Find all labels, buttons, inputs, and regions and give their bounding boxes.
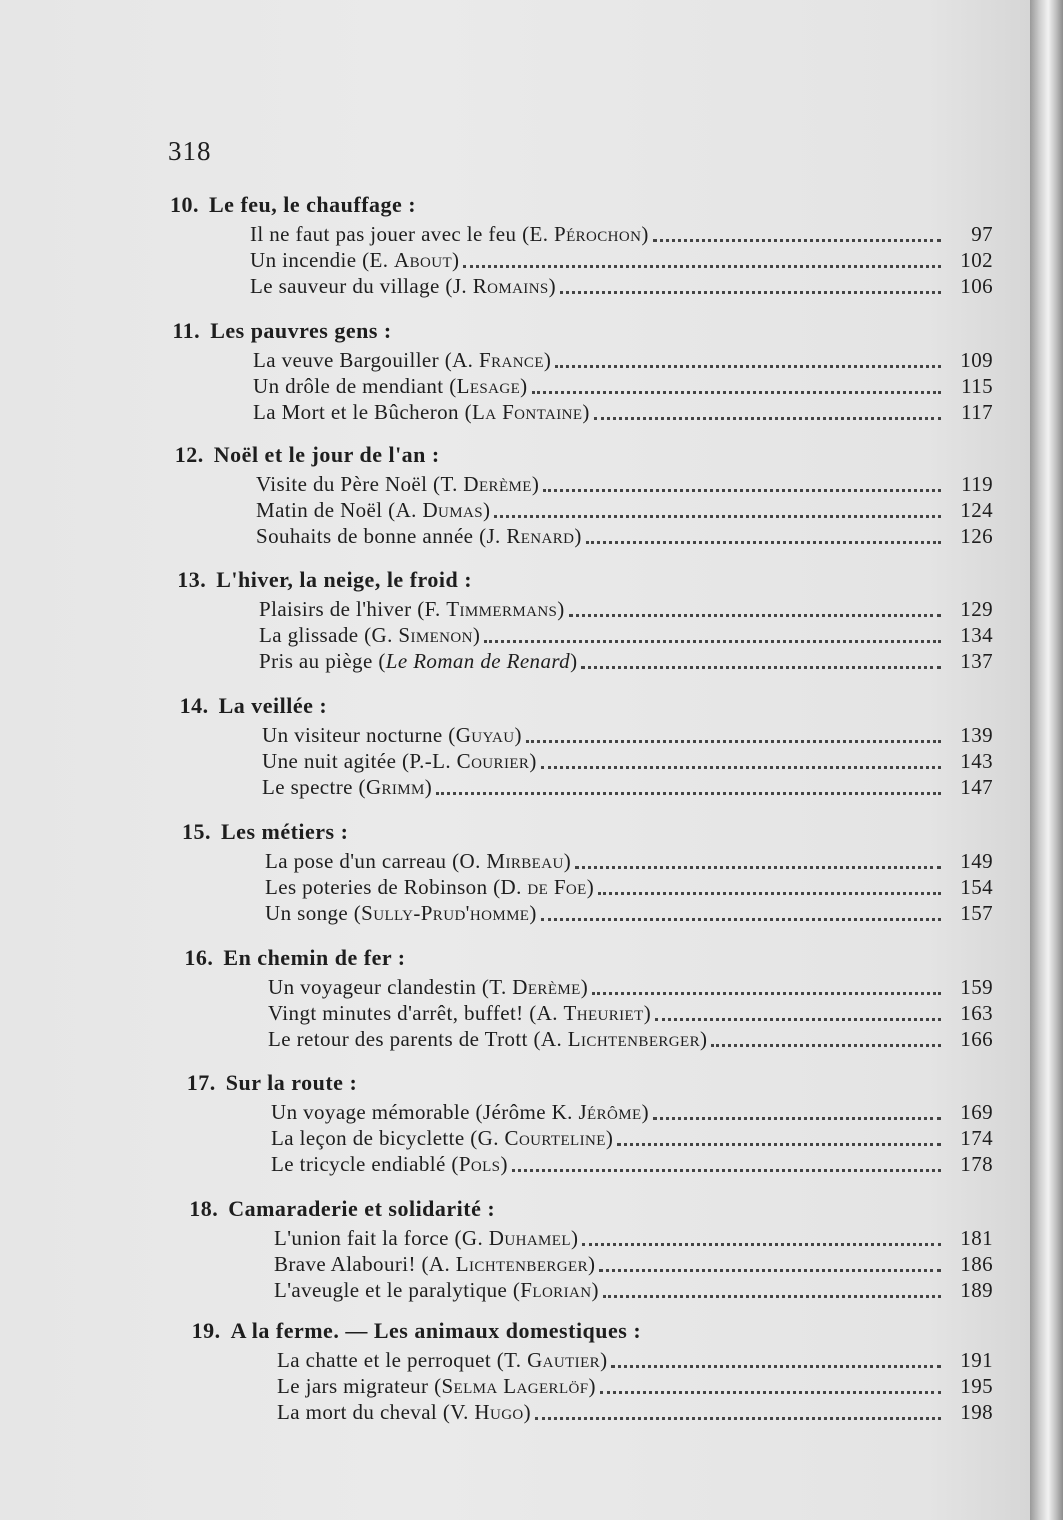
entry-title: Matin de Noël [256,498,383,522]
toc-entry [262,749,993,774]
dot-leader [436,791,941,795]
entry-page-number: 186 [960,1252,993,1276]
author-suffix: ) [700,1027,708,1051]
author-suffix: ) [574,524,582,548]
author-suffix: ) [529,901,537,925]
entry-page-number: 191 [960,1348,993,1372]
toc-entry [277,1374,993,1399]
toc-entry [256,524,993,549]
section-title: Noël et le jour de l'an : [213,442,440,467]
dot-leader [526,739,941,743]
entry-page-number: 169 [960,1100,993,1124]
section-heading [187,1070,357,1096]
dot-leader [541,917,941,921]
author-suffix: ) [605,1126,614,1150]
author-suffix: ) [543,348,552,372]
section-title: Le feu, le chauffage : [209,192,417,217]
section-number: 18. [189,1196,219,1221]
author-name: Lichtenberger [455,1252,588,1276]
entry-page-number: 134 [960,623,993,647]
author-name: Dumas [422,498,483,522]
entry-page-number: 163 [960,1001,993,1025]
entry-title: Brave Alabouri! [274,1252,416,1276]
author-prefix: (D. [493,875,528,899]
author-name: Romains [472,274,549,298]
author-prefix: (G. [454,1226,489,1250]
toc-entry [274,1278,993,1303]
dot-leader [653,238,941,242]
entry-author [470,1126,613,1151]
author-prefix: ( [434,1374,442,1398]
author-prefix: ( [353,901,362,925]
entry-title: La veuve Bargouiller [253,348,440,372]
entry-title: Souhaits de bonne année [256,524,474,548]
entry-title: Un songe [265,901,349,925]
entry-title: La pose d'un carreau [265,849,447,873]
toc-entry [259,597,993,622]
section-heading [175,442,440,468]
author-name: Pérochon [554,222,642,246]
entry-title: La Mort et le Bûcheron [253,400,459,424]
author-suffix: ) [452,248,460,272]
toc-entry [271,1126,993,1151]
author-suffix: ) [641,222,649,246]
author-name: France [478,348,544,372]
author-name: Guyau [455,723,515,747]
author-name: La Fontaine [471,400,583,424]
entry-page-number: 189 [960,1278,993,1302]
toc-entry [265,849,993,874]
entry-title: Le sauveur du village [250,274,440,298]
entry-author [388,498,490,523]
author-suffix: ) [531,472,540,496]
author-prefix: (G. [364,623,399,647]
toc-entry [268,975,993,1000]
section-number: 19. [191,1318,221,1343]
dot-leader [592,991,941,995]
entry-author [378,649,577,674]
entry-author [445,274,556,299]
section-number: 12. [174,442,204,467]
entry-page-number: 166 [960,1027,993,1051]
author-prefix: (E. [522,222,554,246]
entry-title: La glissade [259,623,359,647]
author-prefix: ( [451,1152,459,1176]
entry-title: Pris au piège [259,649,373,673]
entry-author [529,1001,651,1026]
author-suffix: ) [582,400,590,424]
dot-leader [599,1268,941,1272]
toc-entry [268,1027,993,1052]
section-title: L'hiver, la neige, le froid : [216,567,473,592]
author-name: Duhamel [488,1226,571,1250]
entry-page-number: 117 [961,400,993,424]
toc-entry [256,472,993,497]
author-suffix: ) [641,1100,649,1124]
author-name: Hugo [474,1400,524,1424]
dot-leader [594,416,941,420]
entry-author [354,901,537,926]
author-prefix: (A. [533,1027,568,1051]
author-prefix: ( [512,1278,521,1302]
author-prefix: (A. [388,498,423,522]
toc-entry [250,248,993,273]
author-suffix: ) [563,849,572,873]
section-heading [177,567,472,593]
author-prefix: (A. [421,1252,456,1276]
toc-entry [253,374,993,399]
dot-leader [543,488,941,492]
author-name: Le Roman de Renard [385,649,571,673]
author-name: Theuriet [563,1001,644,1025]
toc-entry [274,1226,993,1251]
entry-page-number: 109 [960,348,993,372]
author-suffix: ) [570,649,578,673]
dot-leader [532,390,941,394]
entry-author [497,1348,608,1373]
entry-page-number: 139 [960,723,993,747]
entry-title: Il ne faut pas jouer avec le feu [250,222,517,246]
entry-author [422,1252,596,1277]
author-suffix: ) [643,1001,652,1025]
entry-page-number: 137 [960,649,993,673]
entry-title: Un visiteur nocturne [262,723,443,747]
entry-title: Un voyageur clandestin [268,975,477,999]
dot-leader [575,865,941,869]
author-prefix: (A. [444,348,479,372]
author-suffix: ) [600,1348,608,1372]
toc-entry [256,498,993,523]
entry-title: Vingt minutes d'arrêt, buffet! [268,1001,524,1025]
entry-page-number: 97 [971,222,993,246]
dot-leader [484,639,941,643]
entry-title: Visite du Père Noël [256,472,428,496]
entry-author [417,597,565,622]
entry-title: Une nuit agitée [262,749,397,773]
author-suffix: ) [500,1152,508,1176]
section-number: 17. [186,1070,216,1095]
entry-page-number: 102 [960,248,993,272]
entry-author [445,348,552,373]
entry-author [434,1374,596,1399]
author-prefix: (E. [362,248,395,272]
entry-author [449,374,527,399]
author-name: Derème [463,472,532,496]
toc-entry [262,775,993,800]
author-suffix: ) [514,723,522,747]
entry-author [402,749,537,774]
dot-leader [494,514,941,518]
author-prefix: (T. [481,975,513,999]
dot-leader [555,364,941,368]
entry-title: La mort du cheval [277,1400,438,1424]
entry-page-number: 106 [960,274,993,298]
section-number: 11. [172,318,201,343]
page-number: 318 [168,136,212,166]
author-name: de Foe [527,875,587,899]
entry-page-number: 178 [960,1152,993,1176]
toc-entry [262,723,993,748]
toc-entry [268,1001,993,1026]
entry-author [359,775,433,800]
dot-leader [617,1142,941,1146]
entry-title: Le spectre [262,775,353,799]
entry-page-number: 124 [960,498,993,522]
section-heading [182,819,348,845]
author-suffix: ) [548,274,557,298]
entry-page-number: 143 [960,749,993,773]
author-prefix: ( [464,400,472,424]
author-prefix: (T. [496,1348,528,1372]
author-prefix: (T. [433,472,464,496]
author-prefix: ( [448,723,456,747]
entry-title: Le jars migrateur [277,1374,429,1398]
author-prefix: ( [378,649,386,673]
section-number: 16. [184,945,214,970]
entry-author [364,623,480,648]
toc-entry [274,1252,993,1277]
entry-title: La leçon de bicyclette [271,1126,465,1150]
entry-page-number: 149 [960,849,993,873]
section-title: La veillée : [218,693,328,718]
dot-leader [512,1168,941,1172]
entry-page-number: 154 [960,875,993,899]
entry-title: Un voyage mémorable [271,1100,470,1124]
author-suffix: ) [557,597,565,621]
entry-title: Plaisirs de l'hiver [259,597,412,621]
entry-author [534,1027,708,1052]
author-suffix: ) [424,775,433,799]
author-name: Simenon [398,623,473,647]
author-prefix: (J. [479,524,507,548]
entry-title: Le retour des parents de Trott [268,1027,528,1051]
author-suffix: ) [580,975,589,999]
section-heading [172,318,391,344]
author-name: Timmermans [446,597,558,621]
section-title: Camaraderie et solidarité : [228,1196,496,1221]
entry-author [362,248,459,273]
section-heading [184,945,405,971]
section-title: Sur la route : [225,1070,358,1095]
entry-title: Les poteries de Robinson [265,875,488,899]
toc-entry [277,1348,993,1373]
author-name: Gautier [527,1348,601,1372]
author-prefix: (O. [452,849,487,873]
entry-author [482,975,588,1000]
section-title: A la ferme. — Les animaux domestiques : [230,1318,642,1343]
section-heading [170,192,416,218]
author-name: Lichtenberger [567,1027,700,1051]
entry-page-number: 198 [960,1400,993,1424]
page-edge [1030,0,1063,1520]
author-prefix: (V. [442,1400,475,1424]
author-suffix: ) [482,498,491,522]
author-suffix: ) [588,1374,596,1398]
dot-leader [711,1043,941,1047]
dot-leader [463,264,941,268]
toc-entry [265,901,993,926]
toc-entry [265,875,993,900]
entry-title: Le tricycle endiablé [271,1152,446,1176]
section-number: 13. [177,567,207,592]
toc-entry [259,649,993,674]
author-suffix: ) [472,623,481,647]
author-prefix: (A. [529,1001,564,1025]
author-name: Grimm [365,775,425,799]
dot-leader [582,1242,941,1246]
entry-page-number: 157 [960,901,993,925]
toc-entry [250,222,993,247]
entry-author [513,1278,599,1303]
toc-entry [253,400,993,425]
author-name: Lesage [456,374,521,398]
author-prefix: ( [358,775,366,799]
entry-author [433,472,539,497]
dot-leader [611,1364,941,1368]
dot-leader [603,1294,941,1298]
author-name: Jérôme [578,1100,642,1124]
toc-entry [253,348,993,373]
section-title: Les métiers : [221,819,349,844]
author-prefix: (P.-L. [401,749,457,773]
toc-entry [271,1152,993,1177]
entry-title: L'union fait la force [274,1226,449,1250]
entry-author [522,222,649,247]
entry-author [493,875,594,900]
author-name: Derème [512,975,581,999]
entry-page-number: 181 [960,1226,993,1250]
toc-entry [277,1400,993,1425]
author-prefix: (J. [445,274,473,298]
author-name: Courteline [504,1126,606,1150]
entry-author [451,1152,507,1177]
entry-author [455,1226,579,1251]
author-name: About [394,248,453,272]
section-heading [192,1318,642,1344]
author-name: Mirbeau [486,849,564,873]
dot-leader [535,1416,941,1420]
entry-page-number: 195 [960,1374,993,1398]
dot-leader [598,891,941,895]
entry-page-number: 159 [960,975,993,999]
toc-entry [259,623,993,648]
entry-page-number: 119 [961,472,993,496]
author-suffix: ) [523,1400,532,1424]
entry-title: La chatte et le perroquet [277,1348,492,1372]
section-number: 10. [170,192,199,217]
dot-leader [560,290,941,294]
author-suffix: ) [586,875,595,899]
author-name: Sully-Prud'homme [361,901,530,925]
author-prefix: (G. [470,1126,505,1150]
author-prefix: ( [449,374,457,398]
author-prefix: (F. [417,597,447,621]
author-name: Selma Lagerlöf [441,1374,589,1398]
entry-title: Un drôle de mendiant [253,374,444,398]
entry-page-number: 174 [960,1126,993,1150]
entry-author [443,1400,531,1425]
dot-leader [586,540,941,544]
dot-leader [541,765,941,769]
dot-leader [653,1116,941,1120]
author-suffix: ) [520,374,528,398]
author-name: Renard [506,524,575,548]
entry-author [452,849,571,874]
author-prefix: (Jérôme K. [475,1100,579,1124]
author-suffix: ) [529,749,537,773]
dot-leader [600,1390,941,1394]
section-heading [189,1196,495,1222]
section-title: Les pauvres gens : [210,318,392,343]
entry-page-number: 115 [961,374,993,398]
author-name: Pols [458,1152,501,1176]
toc-entry [271,1100,993,1125]
toc-entry [250,274,993,299]
author-name: Florian [520,1278,592,1302]
section-title: En chemin de fer : [223,945,406,970]
dot-leader [581,665,941,669]
section-number: 14. [179,693,209,718]
section-heading [180,693,328,719]
entry-page-number: 126 [960,524,993,548]
entry-author [448,723,522,748]
entry-title: L'aveugle et le paralytique [274,1278,508,1302]
dot-leader [569,613,941,617]
entry-author [479,524,582,549]
section-number: 15. [182,819,211,844]
author-suffix: ) [570,1226,579,1250]
author-suffix: ) [591,1278,599,1302]
dot-leader [655,1017,941,1021]
author-name: Courier [456,749,530,773]
entry-title: Un incendie [250,248,357,272]
entry-page-number: 147 [960,775,993,799]
entry-author [476,1100,649,1125]
entry-author [465,400,590,425]
entry-page-number: 129 [960,597,993,621]
author-suffix: ) [588,1252,596,1276]
